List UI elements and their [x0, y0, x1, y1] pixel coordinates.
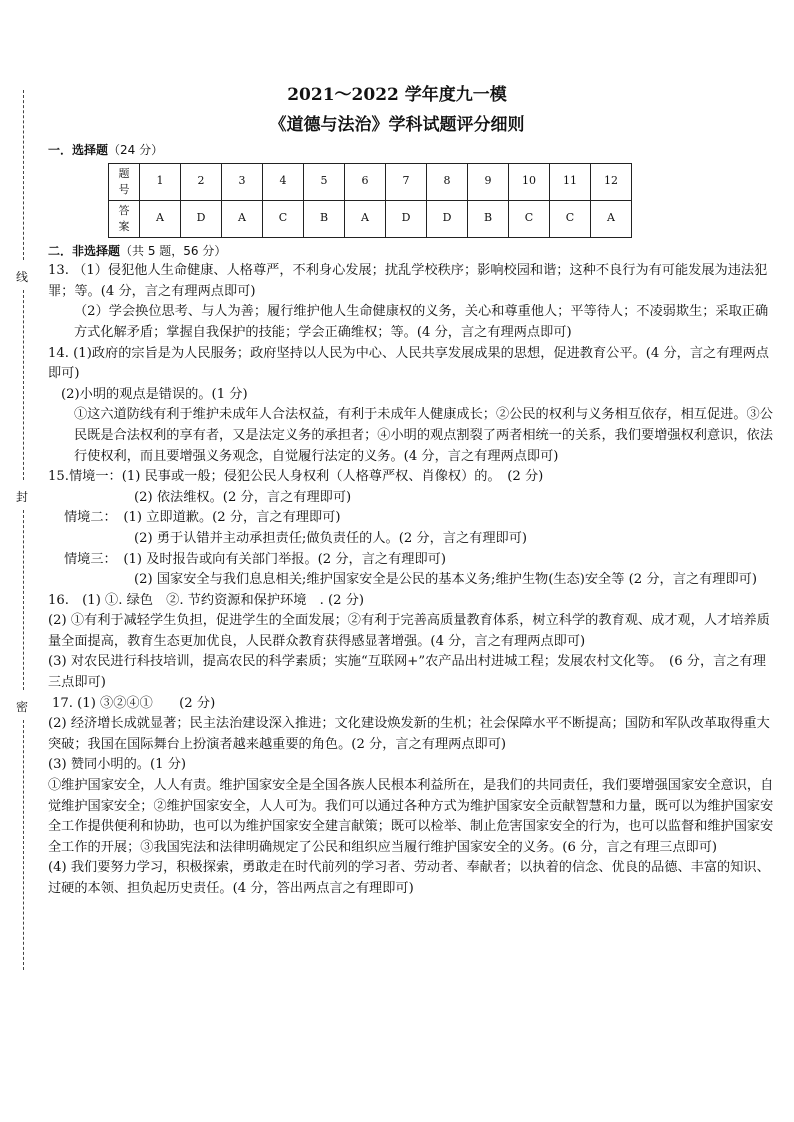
binding-dash-line — [23, 290, 24, 480]
answer-q17-part4: (4) 我们要努力学习，积极探索，勇敢走在时代前列的学习者、劳动者、奉献者；以执着的信念、优良的品德、丰富的知识、过硬的本领、担负起历史责任。(4 分，答出两点言之有理即可) — [48, 860, 770, 896]
table-cell: 9 — [468, 163, 509, 200]
answer-q14-part2-detail: ①这六道防线有利于维护未成年人合法权益，有利于未成年人健康成长；②公民的权利与义务相互依存，相互促进。③公民既是合法权利的享有者，又是法定义务的承担者；④小明的观点割裂了两者相统一的关系，我们要增强权利意识，依法行使权利，而且要增强义务观念，自觉履行法定的义务。(4 分，言之有理两点即可) — [74, 407, 773, 464]
table-row-answers — [109, 200, 632, 237]
answer-q14-part1: 14. (1)政府的宗旨是为人民服务；政府坚持以人民为中心、人民共享发展成果的思想，促进教育公平。(4 分，言之有理两点即可) — [48, 345, 769, 382]
answer-q17-part1: 17. (1) ③②④① (2 分) — [52, 695, 216, 711]
table-cell: D — [386, 200, 427, 237]
answer-q15-scene2-part1: 情境二： (1) 立即道歉。(2 分，言之有理即可) — [64, 510, 341, 526]
table-cell: 7 — [386, 163, 427, 200]
table-cell: C — [263, 200, 304, 237]
table-cell: 4 — [263, 163, 304, 200]
table-cell: A — [222, 200, 263, 237]
binding-char-feng: 封 — [16, 490, 29, 504]
section-heading-choice: 一．选择题（24 分） — [48, 143, 164, 157]
answer-q14-part2: (2)小明的观点是错误的。(1 分) — [61, 386, 248, 402]
doc-title-line1: 2021～2022 学年度九一模 — [287, 85, 507, 105]
answer-q15-scene3-part2: (2) 国家安全与我们息息相关;维护国家安全是公民的基本义务;维护生物(生态)安全等 (2 分，言之有理即可) — [134, 572, 757, 588]
answer-q17-part3: (3) 赞同小明的。(1 分) — [48, 757, 187, 773]
table-cell: C — [509, 200, 550, 237]
table-cell: C — [550, 200, 591, 237]
answer-q17-part3-detail: ①维护国家安全，人人有责。维护国家安全是全国各族人民根本利益所在，是我们的共同责任，我们要增强国家安全意识，自觉维护国家安全；②维护国家安全，人人可为。我们可以通过各种方式为维护国家安全贡献智慧和力量，既可以为维护国家安全工作提供便利和协助，也可以为维护国家安全建言献策；既可以检举、制止危害国家安全的行为，也可以监督和维护国家安全工作的开展；③我国宪法和法律明确规定了公民和组织应当履行维护国家安全的义务。(6 分，言之有理三点即可) — [48, 778, 774, 855]
binding-dash-line — [23, 720, 24, 970]
doc-content — [48, 140, 778, 900]
table-cell: A — [591, 200, 632, 237]
table-cell: 1 — [140, 163, 181, 200]
answer-q16-part2: (2) ①有利于减轻学生负担，促进学生的全面发展；②有利于完善高质量教育体系，树立科学的教育观、成才观，人才培养质量全面提高，教育生态更加优良，人民群众教育获得感显著增强。(4 分，言之有理两点即可) — [48, 613, 770, 649]
table-cell: 5 — [304, 163, 345, 200]
section-heading-nonchoice: 二．非选择题（共 5 题，56 分） — [48, 243, 227, 258]
doc-title-line2: 《道德与法治》学科试题评分细则 — [269, 115, 525, 135]
answer-table — [108, 163, 632, 238]
table-cell: 3 — [222, 163, 263, 200]
answer-q15-scene3-part1: 情境三： (1) 及时报告或向有关部门举报。(2 分，言之有理即可) — [64, 551, 447, 567]
binding-char-xian: 线 — [16, 270, 29, 284]
table-cell: D — [181, 200, 222, 237]
table-cell: 10 — [509, 163, 550, 200]
answer-q13-part1: 13. （1）侵犯他人生命健康、人格尊严，不利身心发展；扰乱学校秩序；影响校园和谐；这种不良行为有可能发展为违法犯罪；等。(4 分，言之有理两点即可) — [48, 263, 768, 299]
table-cell: 11 — [550, 163, 591, 200]
binding-char-mi: 密 — [16, 700, 29, 714]
table-cell: A — [345, 200, 386, 237]
table-header-cell: 题 号 — [109, 163, 140, 200]
answer-q17-part2: (2) 经济增长成就显著；民主法治建设深入推进；文化建设焕发新的生机；社会保障水平不断提高；国防和军队改革取得重大突破；我国在国际舞台上扮演者越来越重要的角色。(2 分，言之有理两点即可) — [48, 716, 770, 752]
table-cell: 6 — [345, 163, 386, 200]
answer-q16-part1: 16. (1) ①. 绿色 ②. 节约资源和保护环境 . (2 分) — [48, 592, 365, 608]
binding-dash-line — [23, 510, 24, 690]
answer-q13-part2: （2）学会换位思考、与人为善；履行维护他人生命健康权的义务，关心和尊重他人；平等待人；不凌弱欺生；采取正确方式化解矛盾；掌握自我保护的技能；学会正确维权；等。(4 分，言之有理两点即可) — [74, 304, 769, 340]
table-header-cell: 答 案 — [109, 200, 140, 237]
table-cell: 8 — [427, 163, 468, 200]
table-row-numbers — [109, 163, 632, 200]
table-cell: B — [304, 200, 345, 237]
binding-margin — [12, 90, 36, 970]
table-cell: D — [427, 200, 468, 237]
answer-q15-scene2-part2: (2) 勇于认错并主动承担责任;做负责任的人。(2 分，言之有理即可) — [134, 530, 528, 546]
answer-q15-scene1-part1: 15.情境一：(1) 民事或一般；侵犯公民人身权利（人格尊严权、肖像权）的。 (2 分) — [48, 469, 544, 485]
table-cell: B — [468, 200, 509, 237]
table-cell: 2 — [181, 163, 222, 200]
table-cell: 12 — [591, 163, 632, 200]
answer-q16-part3: (3) 对农民进行科技培训，提高农民的科学素质；实施“互联网+”农产品出村进城工程；发展农村文化等。 (6 分，言之有理三点即可) — [48, 654, 766, 691]
table-cell: A — [140, 200, 181, 237]
answer-q15-scene1-part2: (2) 依法维权。(2 分，言之有理即可) — [134, 489, 352, 505]
